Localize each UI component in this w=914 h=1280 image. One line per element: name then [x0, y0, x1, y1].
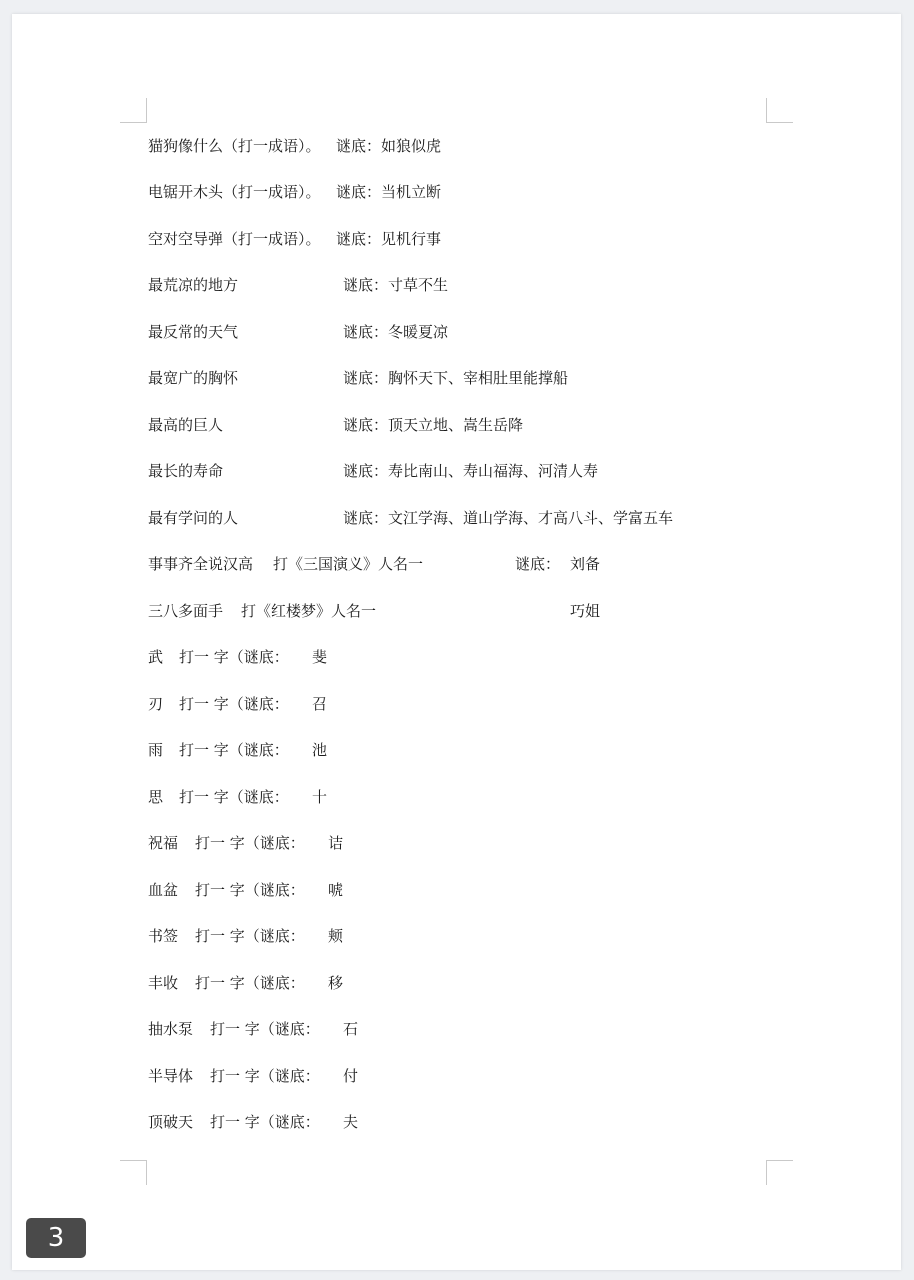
riddle-hint: 打一 字（谜底： [195, 927, 305, 945]
riddle-question: 血盆 [148, 881, 179, 899]
riddle-question: 最反常的天气 [148, 323, 239, 341]
riddle-answer: 巧姐 [570, 602, 601, 620]
riddle-question: 事事齐全说汉高 [148, 555, 254, 573]
riddle-line [0, 506, 914, 530]
riddle-hint: 打一 字（谜底： [179, 648, 289, 666]
riddle-question: 最荒凉的地方 [148, 276, 239, 294]
riddle-line [0, 971, 914, 995]
riddle-line [0, 1110, 914, 1134]
riddle-answer: 颊 [328, 927, 344, 945]
riddle-answer: 斐 [312, 648, 328, 666]
riddle-answer: 召 [312, 695, 328, 713]
riddle-line [0, 692, 914, 716]
riddle-hint: 打《三国演义》人名一 [273, 555, 424, 573]
riddle-line [0, 831, 914, 855]
riddle-answer: 唬 [328, 881, 344, 899]
riddle-question: 思 [148, 788, 164, 806]
riddle-answer: 谜底：冬暖夏凉 [343, 323, 449, 341]
riddle-answer: 十 [312, 788, 328, 806]
riddle-answer: 池 [312, 741, 328, 759]
riddle-question: 最宽广的胸怀 [148, 369, 239, 387]
riddle-question: 丰收 [148, 974, 179, 992]
riddle-answer-label: 谜底： [515, 555, 561, 573]
riddle-line [0, 599, 914, 623]
riddle-question: 书签 [148, 927, 179, 945]
riddle-line [0, 134, 914, 158]
riddle-question: 最长的寿命 [148, 462, 224, 480]
riddle-line [0, 459, 914, 483]
riddle-answer: 夫 [343, 1113, 359, 1131]
riddle-hint: 打一 字（谜底： [179, 695, 289, 713]
riddle-question: 最有学问的人 [148, 509, 239, 527]
riddle-answer: 刘备 [570, 555, 601, 573]
riddle-hint: 打一 字（谜底： [179, 788, 289, 806]
riddle-answer: 移 [328, 974, 344, 992]
riddle-line [0, 1064, 914, 1088]
riddle-hint: 打一 字（谜底： [195, 881, 305, 899]
riddle-line [0, 320, 914, 344]
page-number-badge: 3 [26, 1218, 86, 1258]
margin-corner-top-right [766, 98, 793, 123]
riddle-answer: 谜底：文江学海、道山学海、才高八斗、学富五车 [343, 509, 674, 527]
riddle-line [0, 366, 914, 390]
riddle-line [0, 924, 914, 948]
riddle-answer: 谜底：寸草不生 [343, 276, 449, 294]
riddle-answer: 谜底：见机行事 [336, 230, 442, 248]
riddle-line [0, 1017, 914, 1041]
margin-corner-bottom-right [766, 1160, 793, 1185]
riddle-line [0, 552, 914, 576]
riddle-question: 武 [148, 648, 164, 666]
riddle-answer: 谜底：顶天立地、嵩生岳降 [343, 416, 524, 434]
riddle-answer: 谜底：如狼似虎 [336, 137, 442, 155]
riddle-question: 最高的巨人 [148, 416, 224, 434]
riddle-answer: 谜底：胸怀天下、宰相肚里能撑船 [343, 369, 569, 387]
margin-corner-bottom-left [120, 1160, 147, 1185]
riddle-question: 抽水泵 [148, 1020, 194, 1038]
riddle-answer: 诘 [328, 834, 344, 852]
riddle-hint: 打一 字（谜底： [210, 1067, 320, 1085]
riddle-question: 电锯开木头（打一成语）。 [148, 183, 321, 201]
riddle-line [0, 227, 914, 251]
margin-corner-top-left [120, 98, 147, 123]
riddle-question: 空对空导弹（打一成语）。 [148, 230, 321, 248]
riddle-line [0, 785, 914, 809]
riddle-hint: 打一 字（谜底： [179, 741, 289, 759]
riddle-question: 猫狗像什么（打一成语）。 [148, 137, 321, 155]
riddle-answer: 石 [343, 1020, 359, 1038]
riddle-question: 祝福 [148, 834, 179, 852]
riddle-question: 刃 [148, 695, 164, 713]
riddle-line [0, 273, 914, 297]
riddle-line [0, 738, 914, 762]
riddle-hint: 打《红楼梦》人名一 [241, 602, 377, 620]
riddle-answer: 付 [343, 1067, 359, 1085]
riddle-hint: 打一 字（谜底： [195, 834, 305, 852]
riddle-line [0, 413, 914, 437]
riddle-hint: 打一 字（谜底： [210, 1113, 320, 1131]
riddle-question: 半导体 [148, 1067, 194, 1085]
riddle-line [0, 645, 914, 669]
riddle-answer: 谜底：当机立断 [336, 183, 442, 201]
riddle-line [0, 878, 914, 902]
riddle-question: 雨 [148, 741, 164, 759]
riddle-hint: 打一 字（谜底： [210, 1020, 320, 1038]
riddle-answer: 谜底：寿比南山、寿山福海、河清人寿 [343, 462, 599, 480]
riddle-line [0, 180, 914, 204]
riddle-hint: 打一 字（谜底： [195, 974, 305, 992]
riddle-question: 顶破天 [148, 1113, 194, 1131]
riddle-question: 三八多面手 [148, 602, 224, 620]
